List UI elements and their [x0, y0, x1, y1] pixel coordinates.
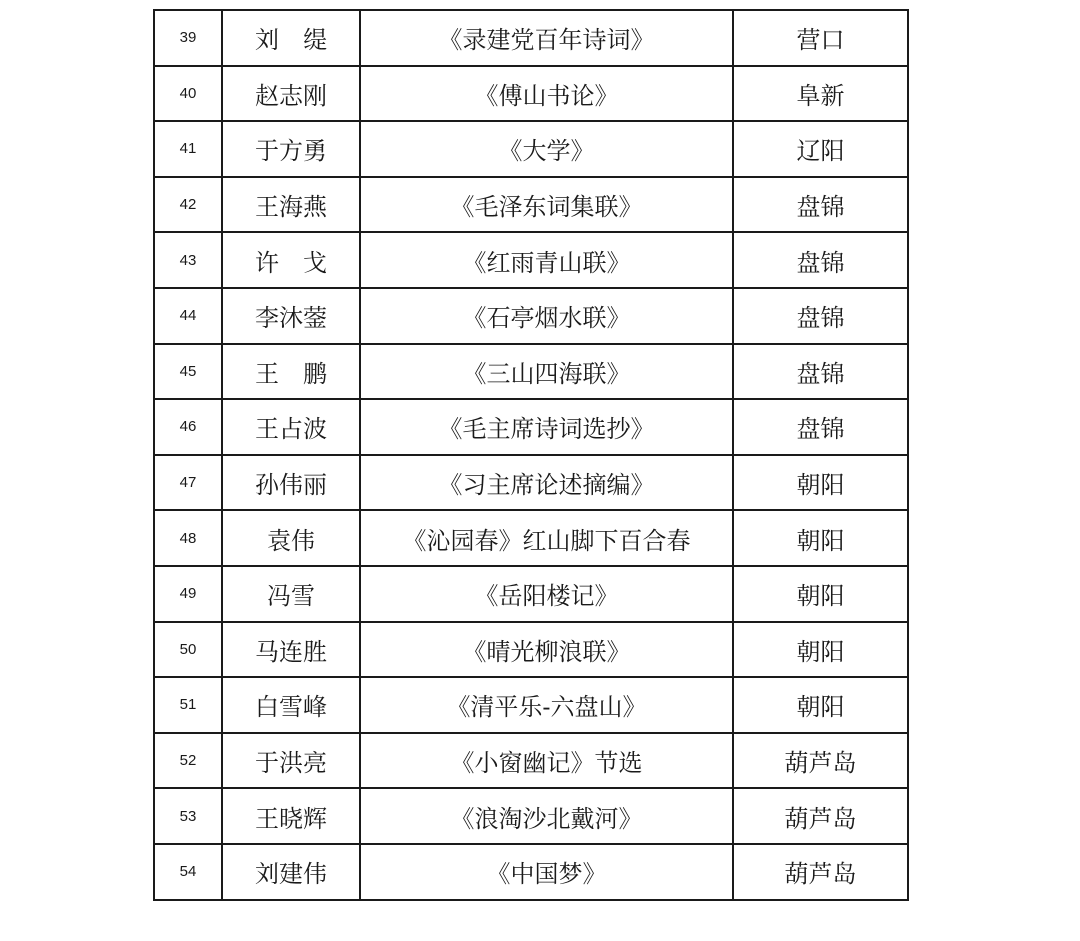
author-name-cell: 冯雪 — [222, 566, 360, 622]
work-title-cell: 《小窗幽记》节选 — [360, 733, 733, 789]
row-number-cell: 49 — [154, 566, 222, 622]
table-row — [154, 622, 908, 678]
row-number-cell: 54 — [154, 844, 222, 900]
table-row — [154, 677, 908, 733]
city-cell: 朝阳 — [733, 455, 908, 511]
city-cell: 盘锦 — [733, 288, 908, 344]
table-row — [154, 288, 908, 344]
author-name-cell: 于洪亮 — [222, 733, 360, 789]
work-title-cell: 《红雨青山联》 — [360, 232, 733, 288]
table-row — [154, 510, 908, 566]
author-name-cell: 袁伟 — [222, 510, 360, 566]
author-name-cell: 刘 缇 — [222, 10, 360, 66]
city-cell: 盘锦 — [733, 399, 908, 455]
row-number-cell: 40 — [154, 66, 222, 122]
work-title-cell: 《大学》 — [360, 121, 733, 177]
city-cell: 盘锦 — [733, 177, 908, 233]
city-cell: 阜新 — [733, 66, 908, 122]
row-number-cell: 42 — [154, 177, 222, 233]
table-row — [154, 232, 908, 288]
city-cell: 辽阳 — [733, 121, 908, 177]
row-number-cell: 43 — [154, 232, 222, 288]
work-title-cell: 《傅山书论》 — [360, 66, 733, 122]
work-title-cell: 《岳阳楼记》 — [360, 566, 733, 622]
row-number-cell: 50 — [154, 622, 222, 678]
work-title-cell: 《浪淘沙北戴河》 — [360, 788, 733, 844]
work-title-cell: 《沁园春》红山脚下百合春 — [360, 510, 733, 566]
work-title-cell: 《清平乐-六盘山》 — [360, 677, 733, 733]
table-row — [154, 10, 908, 66]
entries-table-body — [154, 10, 908, 900]
table-row — [154, 344, 908, 400]
work-title-cell: 《中国梦》 — [360, 844, 733, 900]
author-name-cell: 刘建伟 — [222, 844, 360, 900]
table-row — [154, 566, 908, 622]
work-title-cell: 《毛泽东词集联》 — [360, 177, 733, 233]
city-cell: 朝阳 — [733, 510, 908, 566]
city-cell: 朝阳 — [733, 622, 908, 678]
work-title-cell: 《晴光柳浪联》 — [360, 622, 733, 678]
table-row — [154, 177, 908, 233]
work-title-cell: 《三山四海联》 — [360, 344, 733, 400]
city-cell: 葫芦岛 — [733, 844, 908, 900]
author-name-cell: 白雪峰 — [222, 677, 360, 733]
row-number-cell: 39 — [154, 10, 222, 66]
row-number-cell: 44 — [154, 288, 222, 344]
author-name-cell: 于方勇 — [222, 121, 360, 177]
author-name-cell: 王 鹏 — [222, 344, 360, 400]
table-row — [154, 121, 908, 177]
city-cell: 盘锦 — [733, 344, 908, 400]
work-title-cell: 《习主席论述摘编》 — [360, 455, 733, 511]
work-title-cell: 《石亭烟水联》 — [360, 288, 733, 344]
row-number-cell: 52 — [154, 733, 222, 789]
work-title-cell: 《毛主席诗词选抄》 — [360, 399, 733, 455]
table-row — [154, 844, 908, 900]
author-name-cell: 李沐蓥 — [222, 288, 360, 344]
table-row — [154, 399, 908, 455]
city-cell: 朝阳 — [733, 677, 908, 733]
author-name-cell: 孙伟丽 — [222, 455, 360, 511]
row-number-cell: 53 — [154, 788, 222, 844]
table-row — [154, 733, 908, 789]
entries-table-container — [153, 9, 907, 901]
author-name-cell: 王晓辉 — [222, 788, 360, 844]
city-cell: 葫芦岛 — [733, 733, 908, 789]
city-cell: 朝阳 — [733, 566, 908, 622]
row-number-cell: 46 — [154, 399, 222, 455]
work-title-cell: 《录建党百年诗词》 — [360, 10, 733, 66]
table-row — [154, 66, 908, 122]
author-name-cell: 许 戈 — [222, 232, 360, 288]
city-cell: 葫芦岛 — [733, 788, 908, 844]
row-number-cell: 47 — [154, 455, 222, 511]
author-name-cell: 赵志刚 — [222, 66, 360, 122]
entries-table — [153, 9, 909, 901]
table-row — [154, 455, 908, 511]
row-number-cell: 51 — [154, 677, 222, 733]
city-cell: 营口 — [733, 10, 908, 66]
author-name-cell: 马连胜 — [222, 622, 360, 678]
table-row — [154, 788, 908, 844]
author-name-cell: 王占波 — [222, 399, 360, 455]
row-number-cell: 45 — [154, 344, 222, 400]
row-number-cell: 48 — [154, 510, 222, 566]
city-cell: 盘锦 — [733, 232, 908, 288]
row-number-cell: 41 — [154, 121, 222, 177]
author-name-cell: 王海燕 — [222, 177, 360, 233]
